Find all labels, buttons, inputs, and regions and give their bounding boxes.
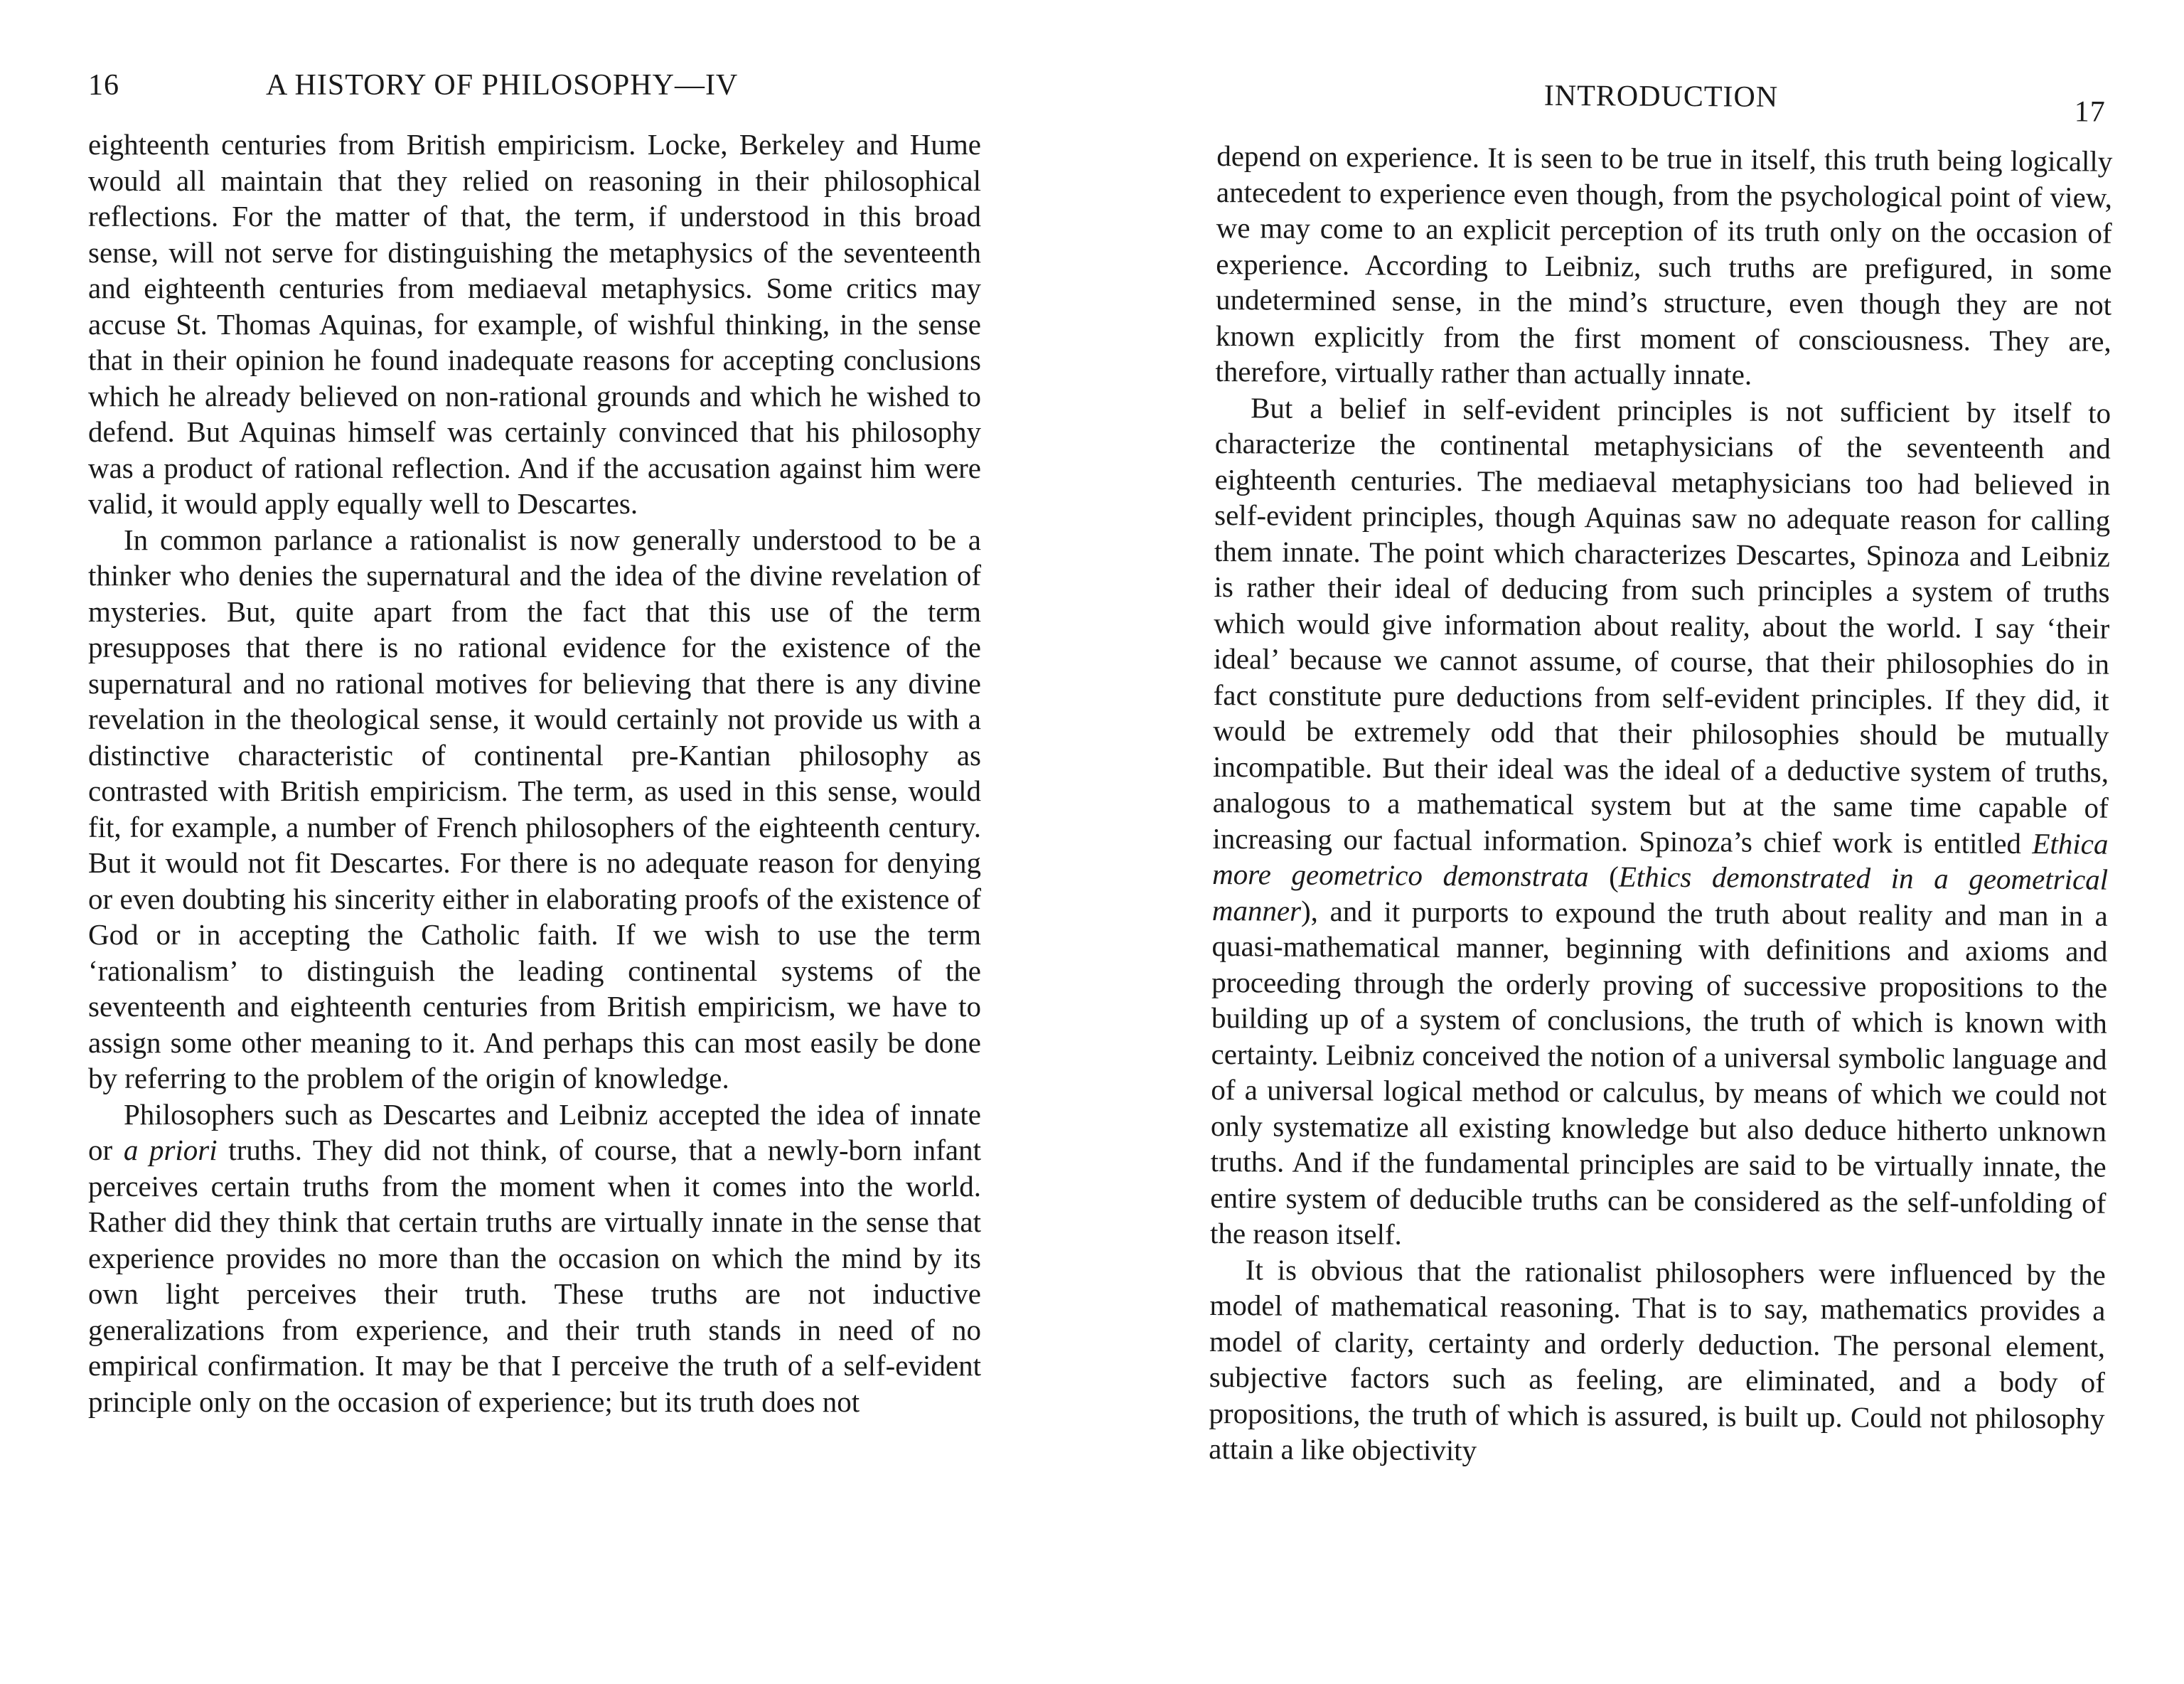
paragraph <box>88 522 981 1097</box>
italic-title-translation: Ethics demonstrated in a geometrical manner <box>1211 860 2109 927</box>
paragraph-text: truths. They did not think, of course, that a newly-born infant perceives certain truths from the moment when it comes into the world. Rather did they think that certain truths are virtually innate in the sense that experience provides no more than the occasion on which the mind by its own light perceives their truth. These truths are not inductive generalizations from experience, and their truth stands in need of no empirical confirmation. It may be that I perceive the truth of a self-evident principle only on the occasion of experience; but its truth does not <box>88 1134 981 1418</box>
left-running-head <box>88 65 981 127</box>
paragraph <box>88 1097 981 1420</box>
paragraph-text: depend on experience. It is seen to be true in itself, this truth being logically antecedent to experience even though, from the psychological point of view, we may come to an explicit perception of its truth only on the occasion of experience. According to Leibniz, such truths are prefigured, in some undetermined sense, in the mind’s structure, even though they are not known explicitly from the first moment of consciousness. They are, therefore, virtually rather than actually innate. <box>1215 139 2113 391</box>
left-page <box>88 65 981 1419</box>
paragraph-text: ), and it purports to expound the truth about reality and man in a quasi-mathematical manner, beginning with definitions and axioms and proceeding through the orderly proving of successive propositions to the building up of a system of conclusions, the truth of which is known with certainty. Leibniz conceived the notion of a universal symbolic language and of a universal logical method or calculus, by means of which we could not only systematize all existing knowledge but also deduce hitherto unknown truths. And if the fundamental principles are said to be virtually innate, the entire system of deducible truths can be considered as the self-unfolding of the reason itself. <box>1209 894 2108 1251</box>
italic-term: a priori <box>123 1134 218 1166</box>
left-running-title: A HISTORY OF PHILOSOPHY—IV <box>266 69 739 102</box>
italic-title: Ethica more geometrico demonstrata <box>1212 826 2109 893</box>
paragraph-text: Philosophers such as Descartes and Leibniz accepted the idea of innate or <box>88 1097 981 1166</box>
paragraph-text: It is obvious that the rationalist philosophers were influenced by the model of mathematical reasoning. That is to say, mathematics provides a model of clarity, certainty and orderly deduction. The personal element, subjective factors such as feeling, are eliminated, and a body of propositions, the truth of which is assured, is built up. Could not philosophy attain a like objectivity <box>1209 1252 2106 1467</box>
right-page-number: 17 <box>2074 95 2106 129</box>
paragraph-text: ( <box>1588 860 1619 893</box>
right-running-title: INTRODUCTION <box>1543 79 1779 114</box>
paragraph <box>88 127 981 522</box>
paragraph <box>1215 138 2112 395</box>
paragraph-text: But a belief in self-evident principles is not sufficient by itself to characterize the continental metaphysicians of the seventeenth and eighteenth centuries. The mediaeval metaphysicians too had believed in self-evident principles, though Aquinas saw no adequate reason for calling them innate. The point which characterizes Descartes, Spinoza and Leibniz is rather their ideal of deducing from such principles a system of truths which would give information about reality, about the world. I say ‘their ideal’ because we cannot assume, of course, that their philosophies do in fact constitute pure deductions from self-evident principles. If they did, it would be extremely odd that their philosophies should be mutually incompatible. But their ideal was the ideal of a deductive system of truths, analogous to a mathematical system but at the same time capable of increasing our factual information. Spinoza’s chief work is entitled <box>1212 390 2111 860</box>
paragraph-text: In common parlance a rationalist is now generally understood to be a thinker who denies the supernatural and the idea of the divine revelation of mysteries. But, quite apart from the fact that this use of the term presupposes that there is no rational evidence for the existence of the supernatural and no rational motives for believing that there is any divine revelation in the theological sense, it would certainly not provide us with a distinctive characteristic of continental pre-Kantian philosophy as contrasted with British empiricism. The term, as used in this sense, would fit, for example, a number of French philosophers of the eighteenth century. But it would not fit Descartes. For there is no adequate reason for denying or even doubting his sincerity either in elaborating proofs of the existence of God or in accepting the Catholic faith. If we wish to use the term ‘rationalism’ to distinguish the leading continental systems of the seventeenth and eighteenth centuries from British empiricism, we have to assign some other meaning to it. And perhaps this can most easily be done by referring to the problem of the origin of knowledge. <box>88 523 981 1094</box>
left-body-text <box>88 127 981 1419</box>
right-page <box>1209 77 2113 1472</box>
left-page-number: 16 <box>88 69 119 102</box>
right-body-text <box>1209 138 2112 1472</box>
right-running-head <box>1216 77 2113 144</box>
paragraph <box>1210 389 2111 1257</box>
paragraph <box>1209 1251 2106 1472</box>
paragraph-text: eighteenth centuries from British empiricism. Locke, Berkeley and Hume would all maintain that they relied on reasoning in their philosophical reflections. For the matter of that, the term, if understood in this broad sense, will not serve for distinguishing the metaphysics of the seventeenth and eighteenth centuries from mediaeval metaphysics. Some critics may accuse St. Thomas Aquinas, for example, of wishful thinking, in the sense that in their opinion he found inadequate reasons for accepting conclusions which he already believed on non-rational grounds and which he wished to defend. But Aquinas himself was certainly convinced that his philosophy was a product of rational reflection. And if the accusation against him were valid, it would apply equally well to Descartes. <box>88 128 981 520</box>
